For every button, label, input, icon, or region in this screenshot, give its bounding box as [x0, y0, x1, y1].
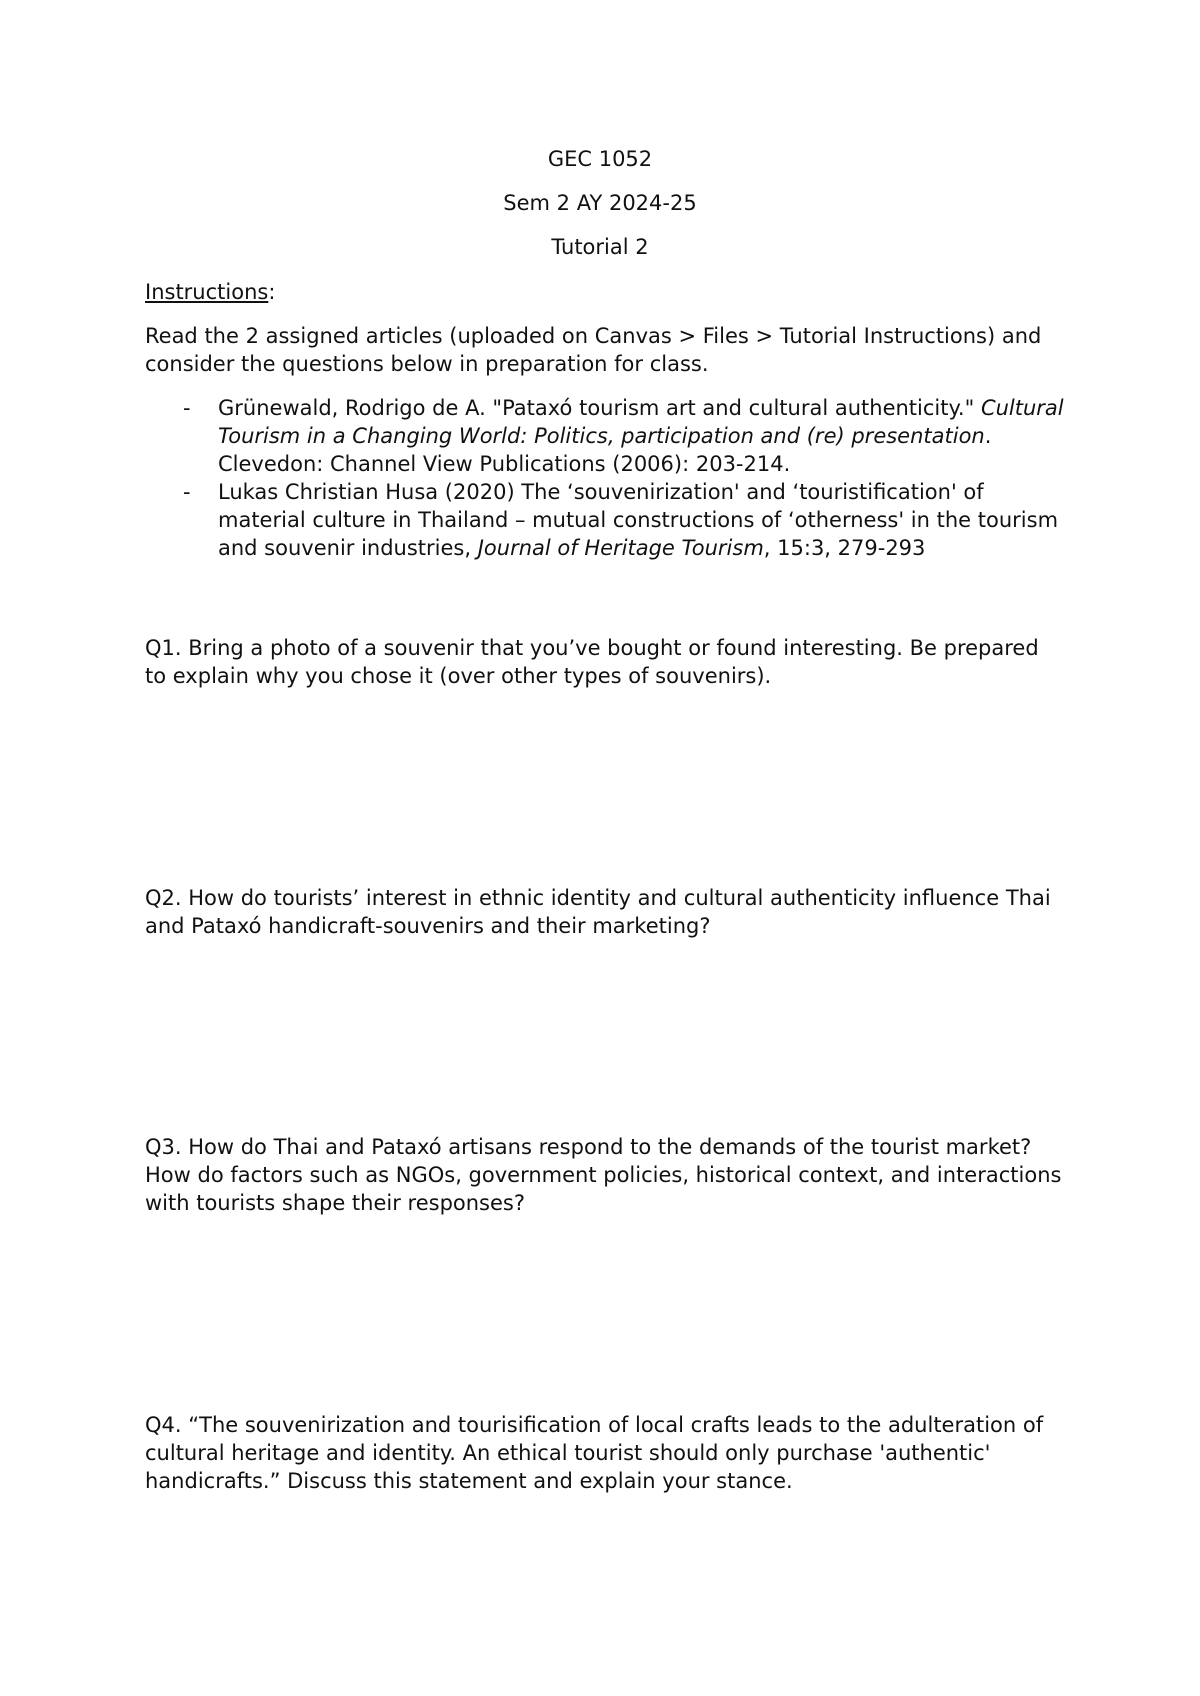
instructions-intro: Read the 2 assigned articles (uploaded on Canvas > Files > Tutorial Instructions) and consider the questions below in preparation for class. [145, 324, 1042, 376]
question-3: Q3. How do Thai and Pataxó artisans respond to the demands of the tourist market? How do factors such as NGOs, government policies, historical context, and interactions with tourists shape their responses? [145, 1135, 1062, 1215]
reference-text: Lukas Christian Husa (2020) The ‘souvenirization' and ‘touristification' of material culture in Thailand – mutual constructions of ‘otherness' in the tourism and souvenir industries, [218, 480, 1059, 560]
course-code: GEC 1052 [547, 147, 653, 171]
semester-label: Sem 2 AY 2024-25 [503, 191, 697, 215]
reference-publication: , 15:3, 279-293 [763, 536, 926, 560]
question-4: Q4. “The souvenirization and tourisification of local crafts leads to the adulteration of cultural heritage and identity. An ethical tourist should only purchase 'authentic' handicrafts.” Discuss this statement and explain your stance. [145, 1413, 1044, 1493]
tutorial-title: Tutorial 2 [551, 235, 649, 259]
reference-item [145, 478, 1065, 562]
instructions-label: Instructions [145, 280, 269, 304]
reference-text: Grünewald, Rodrigo de A. "Pataxó tourism art and cultural authenticity." [218, 396, 981, 420]
question-2: Q2. How do tourists’ interest in ethnic identity and cultural authenticity influence Thai and Pataxó handicraft-souvenirs and their marketing? [145, 886, 1051, 938]
reference-list [145, 394, 1065, 562]
reference-journal-title: Journal of Heritage Tourism [477, 536, 764, 560]
reference-bullet: - [183, 480, 191, 504]
question-1: Q1. Bring a photo of a souvenir that you’ve bought or found interesting. Be prepared to explain why you chose it (over other types of souvenirs). [145, 636, 1039, 688]
reference-bullet: - [183, 396, 191, 420]
instructions-colon: : [268, 280, 276, 304]
reference-source-title: Cultural Tourism in a Changing World: Politics, participation and (re) presentation [218, 396, 1064, 448]
reference-item [145, 394, 1065, 478]
reference-publication: . Clevedon: Channel View Publications (2006): 203-214. [218, 424, 992, 476]
instructions-heading [145, 278, 1065, 306]
